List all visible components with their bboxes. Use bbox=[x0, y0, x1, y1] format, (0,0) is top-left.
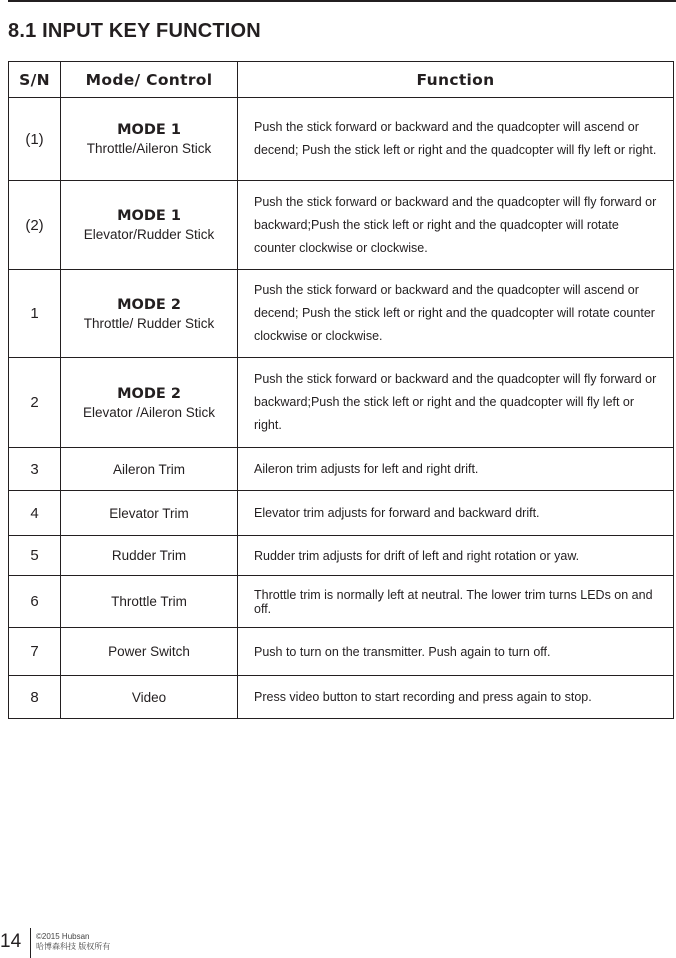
control-label: Throttle/Aileron Stick bbox=[86, 141, 212, 156]
row-mode-control bbox=[61, 98, 238, 181]
control-label: Elevator /Aileron Stick bbox=[82, 404, 216, 420]
top-rule bbox=[8, 0, 676, 2]
row-control: Video bbox=[61, 676, 238, 719]
table-row bbox=[9, 358, 674, 448]
row-mode-control bbox=[61, 358, 238, 448]
mode-label: MODE 2 bbox=[117, 296, 181, 313]
row-function: Push the stick forward or backward and the quadcopter will ascend or decend; Push the stick left or right and the quadcopter will fly left or right. bbox=[238, 98, 674, 181]
row-control: Power Switch bbox=[61, 628, 238, 676]
row-sn: 2 bbox=[9, 358, 61, 448]
control-label: Elevator/Rudder Stick bbox=[83, 227, 215, 242]
row-function: Push the stick forward or backward and the quadcopter will fly forward or backward;Push the stick left or right and the quadcopter will fly left or right. bbox=[238, 358, 674, 448]
row-function: Throttle trim is normally left at neutral. The lower trim turns LEDs on and off. bbox=[238, 576, 674, 628]
footer-copyright bbox=[36, 932, 110, 952]
table-row bbox=[9, 676, 674, 719]
row-sn: 7 bbox=[9, 628, 61, 676]
row-sn: 1 bbox=[9, 270, 61, 358]
row-sn: 4 bbox=[9, 491, 61, 536]
table-row bbox=[9, 181, 674, 270]
mode-label: MODE 1 bbox=[117, 122, 181, 138]
row-mode-control bbox=[61, 270, 238, 358]
row-sn: 3 bbox=[9, 448, 61, 491]
row-function: Push the stick forward or backward and the quadcopter will fly forward or backward;Push the stick left or right and the quadcopter will rotate counter clockwise or clockwise. bbox=[238, 181, 674, 270]
section-title: 8.1 INPUT KEY FUNCTION bbox=[8, 20, 261, 42]
table-row bbox=[9, 576, 674, 628]
row-function: Push to turn on the transmitter. Push again to turn off. bbox=[238, 628, 674, 676]
mode-label: MODE 1 bbox=[117, 208, 181, 224]
row-sn: 6 bbox=[9, 576, 61, 628]
table-header-row bbox=[9, 62, 674, 98]
row-function: Aileron trim adjusts for left and right drift. bbox=[238, 448, 674, 491]
control-label: Throttle/ Rudder Stick bbox=[83, 315, 215, 331]
footer-divider bbox=[30, 928, 31, 958]
row-sn: 5 bbox=[9, 536, 61, 576]
copyright-text: ©2015 Hubsan bbox=[36, 932, 90, 941]
row-control: Aileron Trim bbox=[61, 448, 238, 491]
table-row bbox=[9, 270, 674, 358]
table-row bbox=[9, 628, 674, 676]
row-sn: (1) bbox=[9, 98, 61, 181]
rights-text: 哈博森科技 版权所有 bbox=[36, 942, 111, 951]
mode-label: MODE 2 bbox=[117, 385, 181, 402]
row-sn: 8 bbox=[9, 676, 61, 719]
row-function: Press video button to start recording and press again to stop. bbox=[238, 676, 674, 719]
input-key-function-table bbox=[8, 61, 674, 719]
header-sn: S/N bbox=[9, 62, 61, 98]
table-row bbox=[9, 536, 674, 576]
row-function: Elevator trim adjusts for forward and backward drift. bbox=[238, 491, 674, 536]
table-row bbox=[9, 491, 674, 536]
row-function: Push the stick forward or backward and the quadcopter will ascend or decend; Push the stick left or right and the quadcopter will rotate counter clockwise or clockwise. bbox=[238, 270, 674, 358]
row-function: Rudder trim adjusts for drift of left and right rotation or yaw. bbox=[238, 536, 674, 576]
row-control: Throttle Trim bbox=[61, 576, 238, 628]
row-sn: (2) bbox=[9, 181, 61, 270]
header-mode-control: Mode/ Control bbox=[61, 62, 238, 98]
table-row bbox=[9, 448, 674, 491]
page-number: 14 bbox=[0, 931, 22, 952]
row-control: Elevator Trim bbox=[61, 491, 238, 536]
header-function: Function bbox=[238, 62, 674, 98]
row-control: Rudder Trim bbox=[61, 536, 238, 576]
table-row bbox=[9, 98, 674, 181]
row-mode-control bbox=[61, 181, 238, 270]
